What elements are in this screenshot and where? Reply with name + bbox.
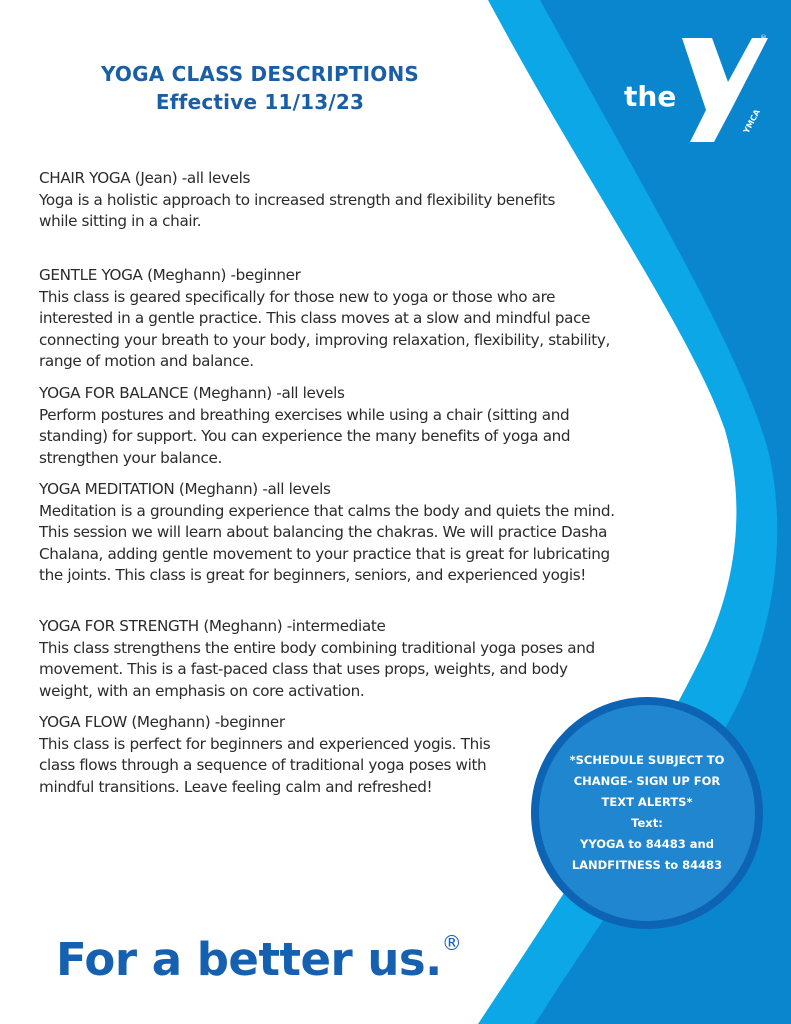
class-name: CHAIR YOGA (Jean) -all levels (39, 169, 251, 187)
class-description-line: This class strengthens the entire body combining traditional yoga poses and (39, 638, 595, 657)
class-description-line: interested in a gentle practice. This class moves at a slow and mindful pace (39, 309, 591, 327)
class-item-yoga-meditation (39, 479, 615, 587)
class-name: YOGA FOR BALANCE (Meghann) -all levels (39, 384, 345, 402)
callout-line: TEXT ALERTS* (601, 795, 693, 809)
class-description-line: the joints. This class is great for beginners, seniors, and experienced yogis! (39, 566, 587, 584)
class-item-chair-yoga (39, 168, 555, 233)
class-item-yoga-for-balance (39, 383, 570, 469)
class-item-yoga-for-strength (39, 616, 595, 702)
class-name: GENTLE YOGA (Meghann) -beginner (39, 266, 301, 284)
class-name: YOGA FLOW (Meghann) -beginner (39, 713, 285, 731)
class-description-line: range of motion and balance. (39, 352, 254, 370)
class-name: YOGA FOR STRENGTH (Meghann) -intermediate (39, 617, 386, 635)
class-description-line: strengthen your balance. (39, 448, 222, 467)
class-item-gentle-yoga (39, 265, 610, 373)
page-title: YOGA CLASS DESCRIPTIONS (100, 62, 420, 86)
ymca-logo (620, 30, 770, 150)
callout-line: YYOGA to 84483 and (580, 837, 714, 851)
page-header (60, 60, 460, 116)
class-description-line: Yoga is a holistic approach to increased strength and flexibility benefits (39, 190, 556, 209)
callout-line: LANDFITNESS to 84483 (571, 858, 723, 872)
class-item-yoga-flow (39, 712, 490, 798)
class-description-line: class flows through a sequence of traditional yoga poses with (39, 756, 487, 774)
ymca-y-icon (620, 30, 770, 150)
class-description-line: while sitting in a chair. (39, 212, 202, 230)
class-description-line: Chalana, adding gentle movement to your practice that is great for lubricating (39, 544, 610, 563)
class-description-line: This session we will learn about balancing the chakras. We will practice Dasha (39, 523, 608, 541)
callout-line: Text: (631, 816, 663, 830)
callout-line: CHANGE- SIGN UP FOR (573, 774, 721, 788)
class-description-line: This class is perfect for beginners and experienced yogis. This (39, 734, 491, 753)
class-description-line: Meditation is a grounding experience that calms the body and quiets the mind. (39, 501, 615, 520)
class-name: YOGA MEDITATION (Meghann) -all levels (39, 480, 331, 498)
svg-text:YMCA: YMCA (741, 107, 762, 135)
tagline (56, 933, 461, 986)
registered-mark: ® (441, 931, 462, 955)
class-description-line: connecting your breath to your body, improving relaxation, flexibility, stability, (39, 330, 610, 349)
effective-date: Effective 11/13/23 (155, 90, 365, 114)
tagline-text: For a better us. (56, 933, 442, 986)
logo-the-text: the (624, 80, 677, 113)
text-alert-callout (531, 697, 763, 929)
class-description-line: mindful transitions. Leave feeling calm and refreshed! (39, 777, 433, 796)
svg-text:®: ® (760, 34, 767, 42)
class-description-line: movement. This is a fast-paced class that uses props, weights, and body (39, 660, 568, 678)
class-description-line: weight, with an emphasis on core activation. (39, 681, 365, 700)
class-description-line: standing) for support. You can experience the many benefits of yoga and (39, 427, 571, 445)
class-description-line: Perform postures and breathing exercises while using a chair (sitting and (39, 405, 570, 424)
callout-line: *SCHEDULE SUBJECT TO (569, 753, 725, 767)
class-description-line: This class is geared specifically for those new to yoga or those who are (39, 287, 556, 306)
